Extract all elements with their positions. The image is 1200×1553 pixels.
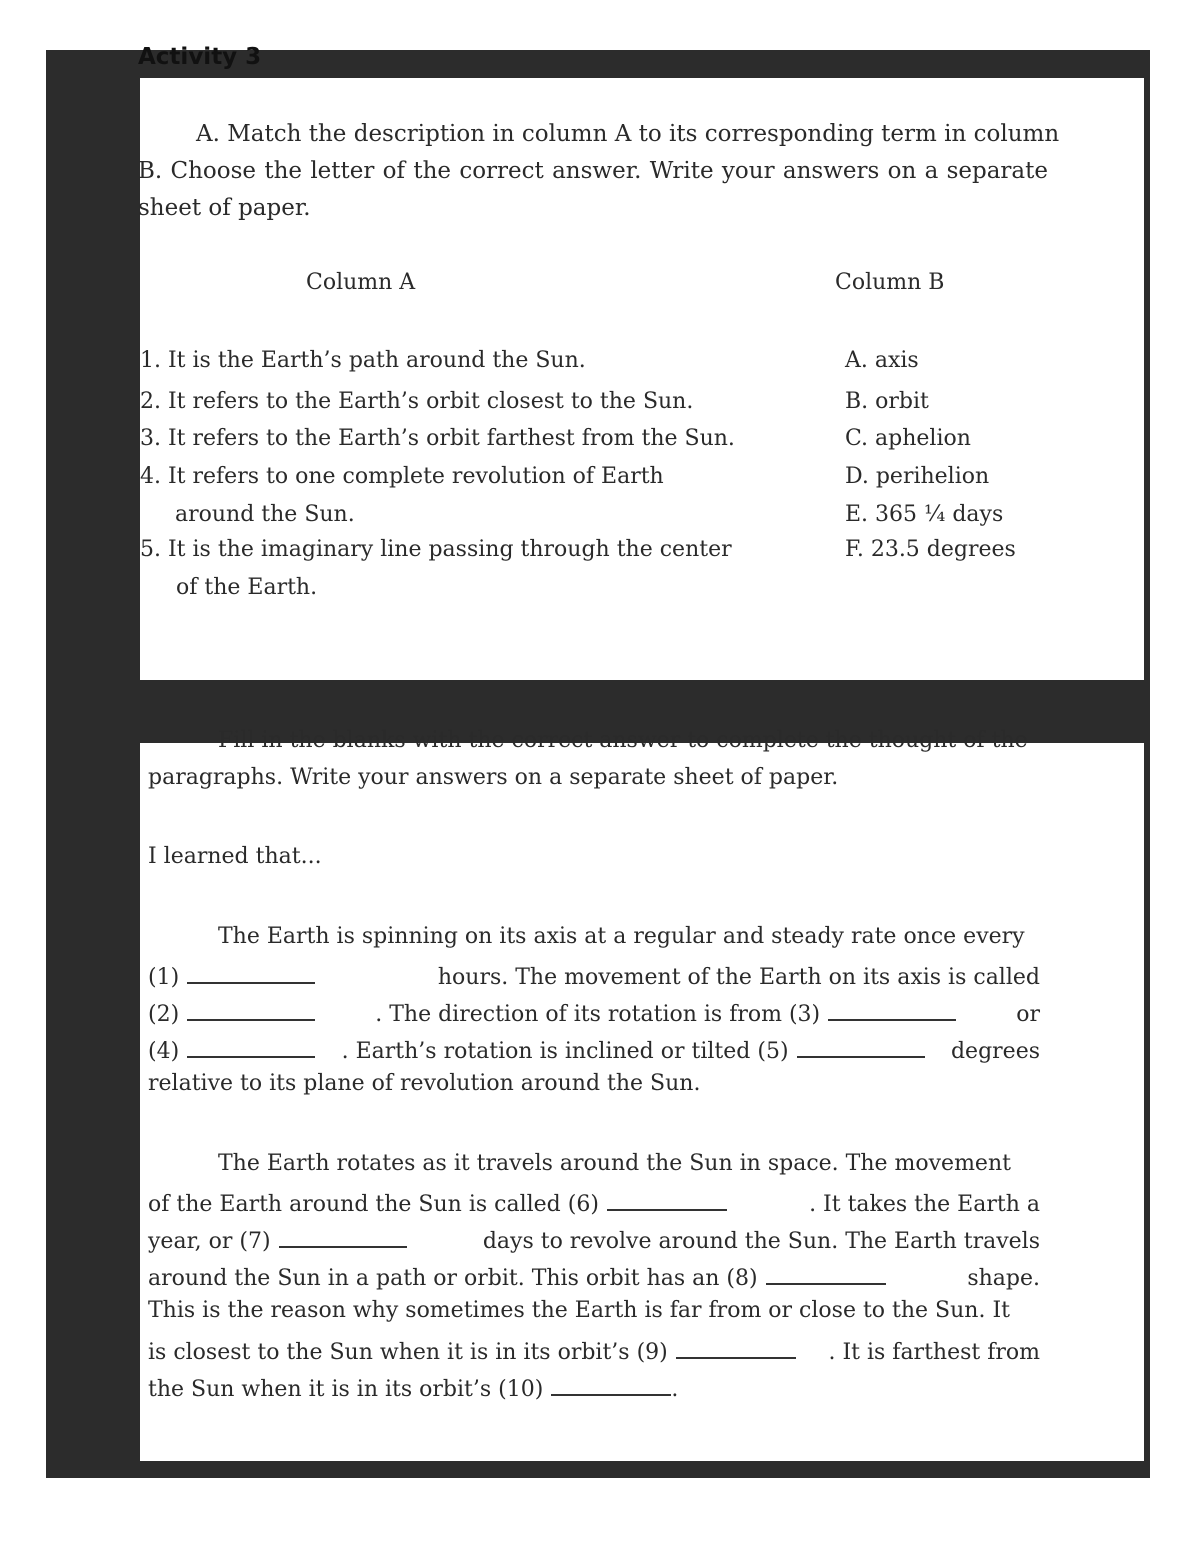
lead-in-text: I learned that...	[148, 844, 322, 869]
p2-line-3-end: days to revolve around the Sun. The Earth travels	[482, 1229, 1040, 1254]
column-b-header: Column B	[835, 270, 945, 295]
blank-3[interactable]	[828, 997, 956, 1021]
p2-line-3-text: year, or (7)	[148, 1229, 271, 1254]
p1-line-1: The Earth is spinning on its axis at a regular and steady rate once every	[218, 924, 1025, 949]
column-a-item-2: 2. It refers to the Earth’s orbit closest to the Sun.	[140, 389, 694, 414]
p1-line-3-text: . The direction of its rotation is from (3)	[375, 1002, 821, 1027]
column-a-item-3: 3. It refers to the Earth’s orbit farthest from the Sun.	[140, 426, 735, 451]
part-b-instruction-line-1: Fill in the blanks with the correct answer to complete the thought of the	[218, 728, 1028, 753]
blank-4-label: (4)	[148, 1039, 180, 1064]
p2-line-7-end: .	[671, 1377, 679, 1402]
column-b-item-d: D. perihelion	[845, 464, 990, 489]
p1-line-4	[148, 1034, 1040, 1064]
blank-2-label: (2)	[148, 1002, 180, 1027]
p1-line-3	[148, 997, 1040, 1027]
p1-line-4-text: . Earth’s rotation is inclined or tilted (5)	[341, 1039, 789, 1064]
p2-line-6-text: is closest to the Sun when it is in its orbit’s (9)	[148, 1340, 668, 1365]
part-a-instruction-line-2: B. Choose the letter of the correct answer. Write your answers on a separate	[138, 158, 1048, 184]
p1-line-5: relative to its plane of revolution around the Sun.	[148, 1071, 701, 1096]
p2-line-6-end: . It is farthest from	[828, 1340, 1040, 1365]
activity-title: Activity 3	[138, 44, 262, 70]
p2-line-4-end: shape.	[967, 1266, 1040, 1291]
blank-4[interactable]	[187, 1034, 315, 1058]
part-b-instruction-line-2: paragraphs. Write your answers on a separate sheet of paper.	[148, 765, 839, 790]
p2-line-7	[148, 1372, 678, 1402]
blank-6[interactable]	[607, 1187, 727, 1211]
column-b-item-e: E. 365 ¼ days	[845, 502, 1004, 527]
part-a-instruction-line-1: A. Match the description in column A to its corresponding term in column	[196, 121, 1060, 147]
blank-7[interactable]	[279, 1224, 407, 1248]
column-a-item-5: 5. It is the imaginary line passing through the center	[140, 537, 732, 562]
p1-line-2	[148, 960, 1040, 990]
p2-line-5: This is the reason why sometimes the Earth is far from or close to the Sun. It	[148, 1298, 1010, 1323]
blank-2[interactable]	[187, 997, 315, 1021]
column-b-item-a: A. axis	[845, 348, 919, 373]
column-b-item-f: F. 23.5 degrees	[845, 537, 1016, 562]
column-a-item-1: 1. It is the Earth’s path around the Sun.	[140, 348, 586, 373]
p2-line-7-text: the Sun when it is in its orbit’s (10)	[148, 1377, 544, 1402]
p2-line-2-text: of the Earth around the Sun is called (6)	[148, 1192, 599, 1217]
p2-line-2	[148, 1187, 1040, 1217]
blank-10[interactable]	[551, 1372, 671, 1396]
p2-line-4	[148, 1261, 1040, 1291]
p2-line-4-text: around the Sun in a path or orbit. This orbit has an (8)	[148, 1266, 758, 1291]
p1-line-4-end: degrees	[950, 1039, 1040, 1064]
blank-1[interactable]	[187, 960, 315, 984]
blank-5[interactable]	[797, 1034, 925, 1058]
column-a-header: Column A	[306, 270, 416, 295]
blank-8[interactable]	[766, 1261, 886, 1285]
column-a-item-4: 4. It refers to one complete revolution of Earth	[140, 464, 664, 489]
p1-line-2-text: hours. The movement of the Earth on its axis is called	[437, 965, 1040, 990]
blank-1-label: (1)	[148, 965, 180, 990]
p2-line-3	[148, 1224, 1040, 1254]
p2-line-6	[148, 1335, 1040, 1365]
part-a-instruction-line-3: sheet of paper.	[138, 195, 311, 221]
blank-9[interactable]	[676, 1335, 796, 1359]
column-a-item-5-cont: of the Earth.	[176, 575, 318, 600]
p1-line-3-end: or	[1016, 1002, 1040, 1027]
column-a-item-4-cont: around the Sun.	[175, 502, 355, 527]
column-b-item-c: C. aphelion	[845, 426, 971, 451]
p2-line-1: The Earth rotates as it travels around the Sun in space. The movement	[218, 1151, 1011, 1176]
p2-line-2-end: . It takes the Earth a	[809, 1192, 1040, 1217]
column-b-item-b: B. orbit	[845, 389, 929, 414]
